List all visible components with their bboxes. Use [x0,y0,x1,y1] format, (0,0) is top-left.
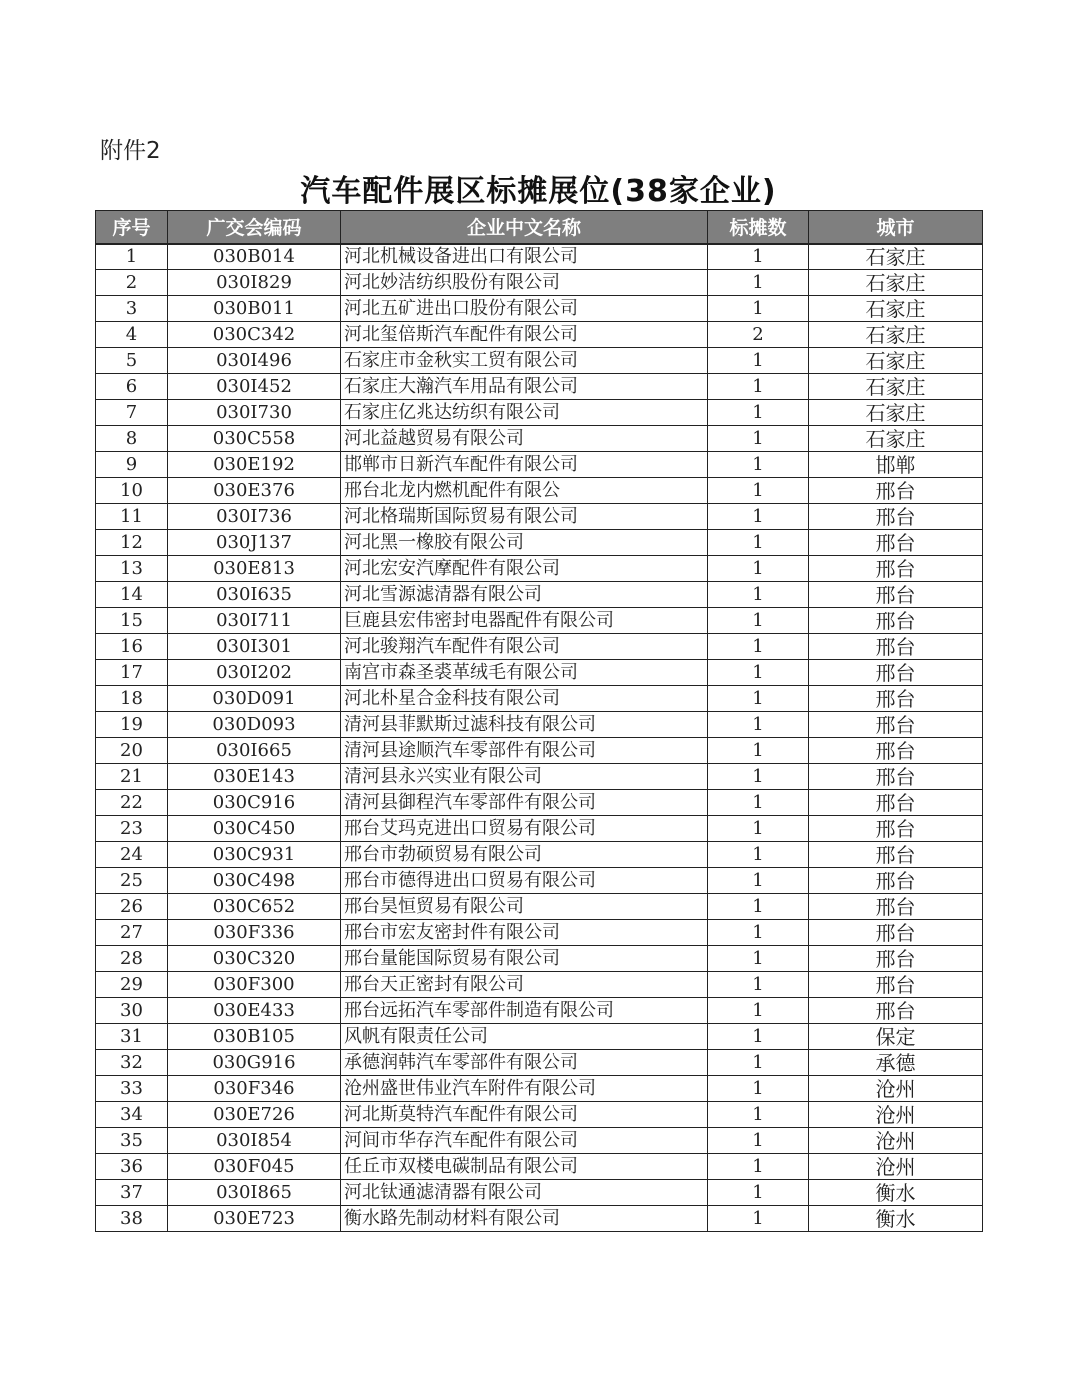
cell-fair-code: 030E723 [168,1206,341,1232]
cell-city: 沧州 [809,1154,983,1180]
page-title: 汽车配件展区标摊展位(38家企业) [300,174,777,209]
cell-serial-no: 38 [96,1206,168,1232]
cell-fair-code: 030B011 [168,296,341,322]
cell-serial-no: 34 [96,1102,168,1128]
cell-booth-count: 1 [708,348,809,374]
cell-serial-no: 28 [96,946,168,972]
cell-booth-count: 1 [708,738,809,764]
cell-city: 邢台 [809,816,983,842]
cell-company-name: 石家庄大瀚汽车用品有限公司 [341,374,708,400]
cell-booth-count: 1 [708,244,809,270]
cell-fair-code: 030I730 [168,400,341,426]
cell-fair-code: 030C320 [168,946,341,972]
cell-fair-code: 030C450 [168,816,341,842]
cell-serial-no: 15 [96,608,168,634]
cell-serial-no: 3 [96,296,168,322]
cell-booth-count: 1 [708,556,809,582]
cell-company-name: 河北钛通滤清器有限公司 [341,1180,708,1206]
cell-company-name: 清河县御程汽车零部件有限公司 [341,790,708,816]
cell-company-name: 河北宏安汽摩配件有限公司 [341,556,708,582]
cell-fair-code: 030I301 [168,634,341,660]
cell-company-name: 河北朴星合金科技有限公司 [341,686,708,712]
cell-fair-code: 030C931 [168,842,341,868]
cell-city: 保定 [809,1024,983,1050]
cell-serial-no: 19 [96,712,168,738]
table-body [96,244,983,1232]
cell-company-name: 石家庄亿兆达纺织有限公司 [341,400,708,426]
table-row [96,296,983,322]
table-row [96,660,983,686]
cell-fair-code: 030J137 [168,530,341,556]
cell-serial-no: 10 [96,478,168,504]
cell-fair-code: 030I865 [168,1180,341,1206]
header-city: 城市 [809,211,983,244]
cell-serial-no: 36 [96,1154,168,1180]
cell-fair-code: 030C916 [168,790,341,816]
cell-booth-count: 1 [708,946,809,972]
cell-booth-count: 1 [708,972,809,998]
cell-booth-count: 1 [708,842,809,868]
table-row [96,634,983,660]
cell-booth-count: 1 [708,1180,809,1206]
table-row [96,764,983,790]
cell-city: 承德 [809,1050,983,1076]
cell-city: 邢台 [809,972,983,998]
table-row [96,998,983,1024]
cell-city: 沧州 [809,1102,983,1128]
cell-city: 邢台 [809,634,983,660]
cell-fair-code: 030E813 [168,556,341,582]
cell-fair-code: 030F346 [168,1076,341,1102]
cell-serial-no: 13 [96,556,168,582]
cell-company-name: 邢台量能国际贸易有限公司 [341,946,708,972]
cell-booth-count: 1 [708,634,809,660]
cell-city: 石家庄 [809,322,983,348]
cell-booth-count: 1 [708,426,809,452]
table-row [96,244,983,270]
cell-booth-count: 1 [708,1076,809,1102]
cell-fair-code: 030D093 [168,712,341,738]
cell-serial-no: 20 [96,738,168,764]
cell-company-name: 沧州盛世伟业汽车附件有限公司 [341,1076,708,1102]
cell-serial-no: 25 [96,868,168,894]
cell-city: 邢台 [809,712,983,738]
cell-company-name: 邢台市德得进出口贸易有限公司 [341,868,708,894]
table-row [96,946,983,972]
cell-fair-code: 030I854 [168,1128,341,1154]
cell-fair-code: 030G916 [168,1050,341,1076]
cell-company-name: 河北斯莫特汽车配件有限公司 [341,1102,708,1128]
table-header-row [96,211,983,244]
cell-fair-code: 030C342 [168,322,341,348]
table-row [96,270,983,296]
cell-company-name: 邢台北龙内燃机配件有限公 [341,478,708,504]
cell-serial-no: 1 [96,244,168,270]
table-row [96,816,983,842]
cell-booth-count: 1 [708,998,809,1024]
cell-city: 邢台 [809,608,983,634]
table-row [96,1076,983,1102]
table-row [96,322,983,348]
cell-company-name: 河北雪源滤清器有限公司 [341,582,708,608]
cell-booth-count: 1 [708,868,809,894]
table-row [96,1206,983,1232]
cell-city: 石家庄 [809,296,983,322]
table-row [96,894,983,920]
cell-serial-no: 16 [96,634,168,660]
cell-fair-code: 030E143 [168,764,341,790]
cell-serial-no: 17 [96,660,168,686]
cell-serial-no: 21 [96,764,168,790]
cell-fair-code: 030C558 [168,426,341,452]
cell-serial-no: 30 [96,998,168,1024]
cell-serial-no: 5 [96,348,168,374]
cell-city: 邢台 [809,842,983,868]
cell-company-name: 巨鹿县宏伟密封电器配件有限公司 [341,608,708,634]
table-row [96,1102,983,1128]
cell-fair-code: 030C652 [168,894,341,920]
cell-company-name: 清河县途顺汽车零部件有限公司 [341,738,708,764]
cell-booth-count: 1 [708,1050,809,1076]
cell-serial-no: 31 [96,1024,168,1050]
cell-fair-code: 030I665 [168,738,341,764]
cell-fair-code: 030I829 [168,270,341,296]
cell-city: 衡水 [809,1180,983,1206]
cell-serial-no: 22 [96,790,168,816]
table-row [96,738,983,764]
cell-fair-code: 030I736 [168,504,341,530]
table-row [96,1180,983,1206]
cell-city: 衡水 [809,1206,983,1232]
attachment-label: 附件2 [100,138,161,164]
cell-company-name: 清河县菲默斯过滤科技有限公司 [341,712,708,738]
table-row [96,790,983,816]
cell-city: 邢台 [809,478,983,504]
table-row [96,530,983,556]
cell-fair-code: 030F336 [168,920,341,946]
cell-company-name: 邢台艾玛克进出口贸易有限公司 [341,816,708,842]
table-row [96,1024,983,1050]
cell-serial-no: 26 [96,894,168,920]
table-row [96,1128,983,1154]
cell-company-name: 河北骏翔汽车配件有限公司 [341,634,708,660]
cell-booth-count: 1 [708,478,809,504]
cell-city: 邯郸 [809,452,983,478]
cell-company-name: 清河县永兴实业有限公司 [341,764,708,790]
cell-fair-code: 030F045 [168,1154,341,1180]
cell-company-name: 河北五矿进出口股份有限公司 [341,296,708,322]
table-row [96,972,983,998]
cell-city: 邢台 [809,660,983,686]
table-row [96,504,983,530]
cell-company-name: 衡水路先制动材料有限公司 [341,1206,708,1232]
cell-city: 邢台 [809,790,983,816]
cell-city: 石家庄 [809,348,983,374]
cell-city: 邢台 [809,504,983,530]
table-row [96,842,983,868]
cell-fair-code: 030F300 [168,972,341,998]
cell-city: 邢台 [809,946,983,972]
cell-company-name: 河北玺倍斯汽车配件有限公司 [341,322,708,348]
cell-company-name: 邢台昊恒贸易有限公司 [341,894,708,920]
table-row [96,374,983,400]
cell-booth-count: 1 [708,1154,809,1180]
cell-company-name: 河间市华存汽车配件有限公司 [341,1128,708,1154]
cell-city: 邢台 [809,686,983,712]
cell-serial-no: 2 [96,270,168,296]
cell-company-name: 承德润韩汽车零部件有限公司 [341,1050,708,1076]
header-serial-no: 序号 [96,211,168,244]
header-booth-count: 标摊数 [708,211,809,244]
cell-serial-no: 4 [96,322,168,348]
table-row [96,920,983,946]
cell-fair-code: 030E376 [168,478,341,504]
cell-city: 邢台 [809,920,983,946]
table-row [96,478,983,504]
header-fair-code: 广交会编码 [168,211,341,244]
cell-serial-no: 29 [96,972,168,998]
cell-company-name: 石家庄市金秋实工贸有限公司 [341,348,708,374]
cell-fair-code: 030B014 [168,244,341,270]
cell-city: 石家庄 [809,426,983,452]
cell-company-name: 河北格瑞斯国际贸易有限公司 [341,504,708,530]
cell-serial-no: 27 [96,920,168,946]
cell-booth-count: 1 [708,296,809,322]
cell-city: 邢台 [809,894,983,920]
table-row [96,1050,983,1076]
cell-company-name: 邢台远拓汽车零部件制造有限公司 [341,998,708,1024]
cell-serial-no: 11 [96,504,168,530]
cell-serial-no: 18 [96,686,168,712]
cell-city: 邢台 [809,868,983,894]
cell-booth-count: 1 [708,1128,809,1154]
cell-company-name: 河北黑一橡胶有限公司 [341,530,708,556]
cell-company-name: 任丘市双楼电碳制品有限公司 [341,1154,708,1180]
cell-city: 邢台 [809,998,983,1024]
cell-city: 沧州 [809,1128,983,1154]
table-row [96,582,983,608]
cell-booth-count: 1 [708,1024,809,1050]
table-row [96,868,983,894]
cell-serial-no: 32 [96,1050,168,1076]
cell-city: 石家庄 [809,400,983,426]
cell-company-name: 邯郸市日新汽车配件有限公司 [341,452,708,478]
cell-company-name: 邢台市宏友密封件有限公司 [341,920,708,946]
cell-booth-count: 1 [708,400,809,426]
cell-company-name: 河北益越贸易有限公司 [341,426,708,452]
cell-booth-count: 1 [708,712,809,738]
cell-fair-code: 030D091 [168,686,341,712]
cell-serial-no: 24 [96,842,168,868]
cell-booth-count: 1 [708,790,809,816]
table-row [96,686,983,712]
cell-booth-count: 1 [708,374,809,400]
cell-booth-count: 1 [708,816,809,842]
cell-city: 石家庄 [809,270,983,296]
table-row [96,556,983,582]
table-row [96,426,983,452]
cell-fair-code: 030I711 [168,608,341,634]
cell-booth-count: 1 [708,894,809,920]
table-row [96,400,983,426]
cell-serial-no: 35 [96,1128,168,1154]
cell-serial-no: 12 [96,530,168,556]
table-row [96,452,983,478]
cell-company-name: 邢台天正密封有限公司 [341,972,708,998]
cell-booth-count: 1 [708,686,809,712]
cell-company-name: 河北妙洁纺织股份有限公司 [341,270,708,296]
cell-booth-count: 1 [708,1102,809,1128]
cell-booth-count: 1 [708,1206,809,1232]
header-company-name: 企业中文名称 [341,211,708,244]
cell-city: 石家庄 [809,244,983,270]
cell-fair-code: 030I202 [168,660,341,686]
cell-city: 沧州 [809,1076,983,1102]
cell-booth-count: 1 [708,504,809,530]
cell-city: 邢台 [809,530,983,556]
table-row [96,1154,983,1180]
cell-company-name: 风帆有限责任公司 [341,1024,708,1050]
cell-company-name: 河北机械设备进出口有限公司 [341,244,708,270]
table-row [96,348,983,374]
cell-booth-count: 1 [708,270,809,296]
cell-city: 石家庄 [809,374,983,400]
cell-company-name: 邢台市勃硕贸易有限公司 [341,842,708,868]
cell-city: 邢台 [809,738,983,764]
cell-serial-no: 33 [96,1076,168,1102]
cell-city: 邢台 [809,582,983,608]
cell-fair-code: 030C498 [168,868,341,894]
cell-fair-code: 030E433 [168,998,341,1024]
cell-booth-count: 1 [708,582,809,608]
cell-booth-count: 2 [708,322,809,348]
exhibitor-table [95,210,983,1232]
cell-serial-no: 6 [96,374,168,400]
cell-booth-count: 1 [708,660,809,686]
cell-city: 邢台 [809,764,983,790]
cell-booth-count: 1 [708,920,809,946]
cell-company-name: 南宫市森圣裘革绒毛有限公司 [341,660,708,686]
cell-serial-no: 8 [96,426,168,452]
table-row [96,712,983,738]
cell-booth-count: 1 [708,764,809,790]
cell-fair-code: 030E192 [168,452,341,478]
cell-booth-count: 1 [708,608,809,634]
cell-fair-code: 030I635 [168,582,341,608]
cell-fair-code: 030I496 [168,348,341,374]
cell-booth-count: 1 [708,452,809,478]
cell-serial-no: 23 [96,816,168,842]
cell-serial-no: 7 [96,400,168,426]
cell-serial-no: 9 [96,452,168,478]
cell-fair-code: 030E726 [168,1102,341,1128]
cell-city: 邢台 [809,556,983,582]
cell-fair-code: 030B105 [168,1024,341,1050]
table-row [96,608,983,634]
cell-booth-count: 1 [708,530,809,556]
cell-serial-no: 14 [96,582,168,608]
cell-serial-no: 37 [96,1180,168,1206]
cell-fair-code: 030I452 [168,374,341,400]
